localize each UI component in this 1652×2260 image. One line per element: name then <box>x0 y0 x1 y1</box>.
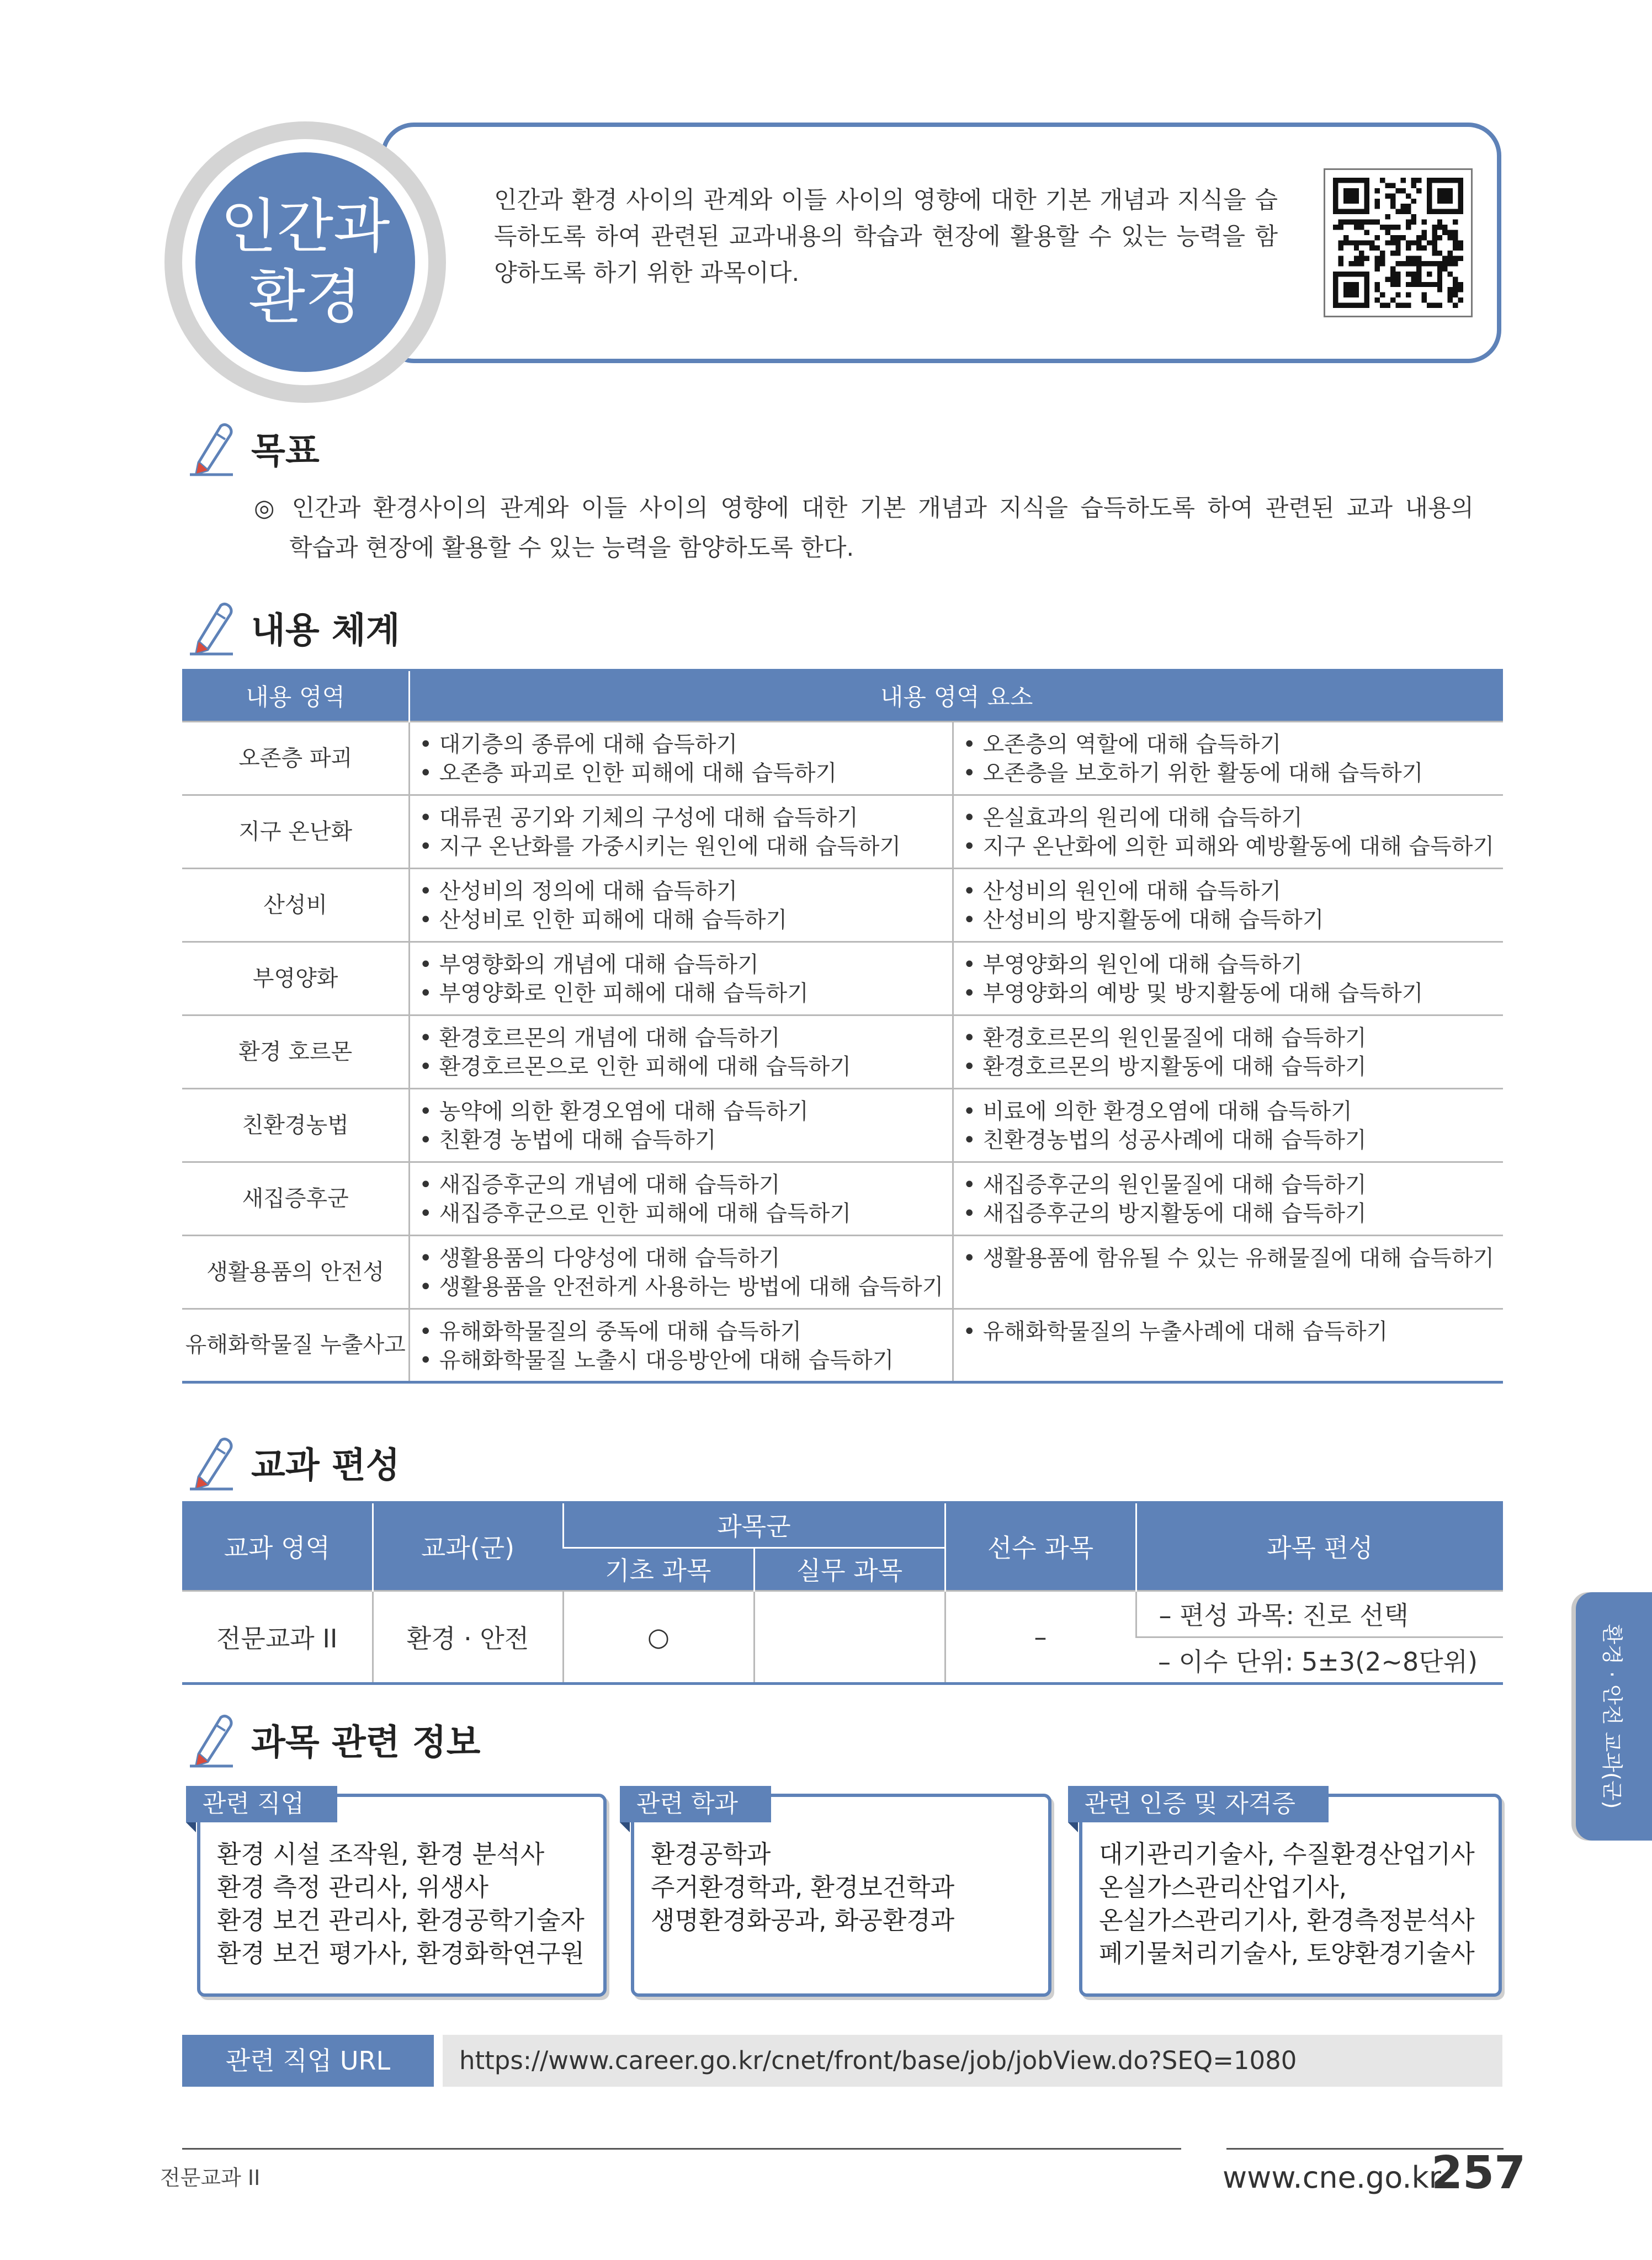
info-line: 온실가스관리산업기사, <box>1099 1873 1347 1902</box>
info-box-certifications-body <box>1099 1838 1488 1970</box>
related-job-url-label: 관련 직업 URL <box>182 2035 434 2087</box>
content-row <box>182 721 1503 795</box>
content-element-item: • 산성비의 정의에 대해 습득하기 <box>419 878 738 904</box>
curriculum-cell-area: 전문교과 II <box>182 1591 373 1683</box>
curriculum-header-subject-group: 과목군 <box>563 1502 945 1548</box>
content-header-area: 내용 영역 <box>182 670 410 721</box>
content-row <box>182 1088 1503 1162</box>
curriculum-cell-composition-2: – 이수 단위: 5±3(2~8단위) <box>1136 1637 1503 1683</box>
footer-divider-left <box>182 2148 1181 2150</box>
curriculum-table <box>182 1501 1503 1685</box>
side-category-label: 환경 · 안전 교과(군) <box>1600 1624 1624 1809</box>
content-area-cell: 부영양화 <box>182 942 410 1015</box>
content-element-cell <box>953 1235 1503 1309</box>
goal-text <box>254 488 1474 568</box>
curriculum-header-basic: 기초 과목 <box>563 1548 754 1591</box>
section-info-title: 과목 관련 정보 <box>251 1722 481 1763</box>
content-area-cell: 지구 온난화 <box>182 795 410 868</box>
curriculum-header-prerequisite: 선수 과목 <box>945 1502 1136 1591</box>
page-number: 257 <box>1431 2147 1526 2199</box>
content-element-item: • 부영양화의 원인에 대해 습득하기 <box>963 951 1303 977</box>
content-row <box>182 1309 1503 1382</box>
content-element-item: • 산성비의 원인에 대해 습득하기 <box>963 878 1282 904</box>
info-line: 생명환경화공과, 화공환경과 <box>651 1906 955 1935</box>
content-element-item: • 비료에 의한 환경오염에 대해 습득하기 <box>963 1098 1352 1124</box>
footer-book-title: 전문교과 II <box>160 2166 261 2190</box>
content-area-cell: 오존층 파괴 <box>182 721 410 795</box>
content-row <box>182 868 1503 942</box>
content-element-item: • 오존층 파괴로 인한 피해에 대해 습득하기 <box>419 760 837 786</box>
side-category-tab[interactable] <box>1576 1592 1652 1841</box>
curriculum-cell-basic: ○ <box>563 1591 754 1683</box>
content-element-item: • 환경호르몬의 개념에 대해 습득하기 <box>419 1025 780 1051</box>
info-line: 환경 시설 조작원, 환경 분석사 <box>217 1839 545 1869</box>
curriculum-cell-practical <box>754 1591 945 1683</box>
content-element-item: • 부영양화의 예방 및 방지활동에 대해 습득하기 <box>963 980 1423 1006</box>
pencil-icon <box>182 1711 237 1772</box>
content-element-item: • 산성비로 인한 피해에 대해 습득하기 <box>419 907 788 933</box>
subject-title-line2: 환경 <box>248 263 362 331</box>
curriculum-cell-group: 환경 · 안전 <box>373 1591 563 1683</box>
content-area-cell: 환경 호르몬 <box>182 1015 410 1088</box>
content-element-item: • 부영향화의 개념에 대해 습득하기 <box>419 951 759 977</box>
curriculum-header-area: 교과 영역 <box>182 1502 373 1591</box>
content-element-cell <box>953 1015 1503 1088</box>
content-element-cell <box>410 1309 953 1382</box>
info-line: 환경공학과 <box>651 1839 771 1869</box>
content-row <box>182 1162 1503 1235</box>
content-element-item: • 대기층의 종류에 대해 습득하기 <box>419 731 738 757</box>
content-element-cell <box>953 1088 1503 1162</box>
content-element-item: • 지구 온난화에 의한 피해와 예방활동에 대해 습득하기 <box>963 833 1494 859</box>
content-element-item: • 환경호르몬으로 인한 피해에 대해 습득하기 <box>419 1054 852 1080</box>
content-area-cell: 유해화학물질 누출사고 <box>182 1309 410 1382</box>
content-element-item: • 친환경농법의 성공사례에 대해 습득하기 <box>963 1127 1367 1153</box>
curriculum-header-composition: 과목 편성 <box>1136 1502 1503 1591</box>
info-box-jobs-tab: 관련 직업 <box>186 1786 337 1822</box>
related-job-url-link[interactable]: https://www.career.go.kr/cnet/front/base/job/jobView.do?SEQ=1080 <box>443 2035 1502 2087</box>
goal-line-1: ◎ 인간과 환경사이의 관계와 이들 사이의 영향에 대한 기본 개념과 지식을 습득하도록 하여 관련된 교과 내용의 <box>254 494 1474 522</box>
section-curriculum-title: 교과 편성 <box>251 1445 400 1486</box>
content-row <box>182 942 1503 1015</box>
content-element-cell <box>410 1088 953 1162</box>
content-element-item: • 새집증후군의 개념에 대해 습득하기 <box>419 1172 780 1198</box>
pencil-icon <box>182 599 237 660</box>
info-line: 주거환경학과, 환경보건학과 <box>651 1873 955 1902</box>
content-element-item: • 새집증후군으로 인한 피해에 대해 습득하기 <box>419 1200 852 1226</box>
content-element-item: • 오존층의 역할에 대해 습득하기 <box>963 731 1282 757</box>
footer-site-link[interactable]: www.cne.go.kr <box>1223 2160 1442 2195</box>
content-element-cell <box>953 942 1503 1015</box>
info-line: 환경 보건 평가사, 환경화학연구원 <box>217 1939 585 1968</box>
content-element-cell <box>953 868 1503 942</box>
content-area-cell: 친환경농법 <box>182 1088 410 1162</box>
content-element-item: • 부영양화로 인한 피해에 대해 습득하기 <box>419 980 809 1006</box>
content-element-item: • 생활용품을 안전하게 사용하는 방법에 대해 습득하기 <box>419 1274 944 1300</box>
curriculum-header-practical: 실무 과목 <box>754 1548 945 1591</box>
info-box-departments-tab: 관련 학과 <box>620 1786 771 1822</box>
info-line: 온실가스관리기사, 환경측정분석사 <box>1099 1906 1475 1935</box>
content-element-cell <box>953 721 1503 795</box>
content-element-item: • 새집증후군의 원인물질에 대해 습득하기 <box>963 1172 1367 1198</box>
content-element-cell <box>410 1015 953 1088</box>
content-element-item: • 유해화학물질의 누출사례에 대해 습득하기 <box>963 1318 1388 1344</box>
content-element-cell <box>410 1235 953 1309</box>
info-line: 대기관리기술사, 수질환경산업기사 <box>1099 1839 1475 1869</box>
content-element-cell <box>410 1162 953 1235</box>
content-element-item: • 생활용품에 함유될 수 있는 유해물질에 대해 습득하기 <box>963 1245 1494 1271</box>
content-element-cell <box>953 795 1503 868</box>
info-line: 환경 보건 관리사, 환경공학기술자 <box>217 1906 585 1935</box>
content-row <box>182 1235 1503 1309</box>
info-box-jobs-body <box>217 1838 592 1970</box>
subject-title-line1: 인간과 <box>220 193 390 260</box>
curriculum-cell-composition-1: – 편성 과목: 진로 선택 <box>1136 1591 1503 1637</box>
section-goal-title: 목표 <box>251 431 320 472</box>
subject-description: 인간과 환경 사이의 관계와 이들 사이의 영향에 대한 기본 개념과 지식을 습득하도록 하여 관련된 교과내용의 학습과 현장에 활용할 수 있는 능력을 함양하도록 하기 위한 과목이다. <box>494 187 1278 287</box>
content-element-cell <box>953 1162 1503 1235</box>
info-box-certifications <box>1079 1790 1502 1997</box>
curriculum-header-group: 교과(군) <box>373 1502 563 1591</box>
content-element-item: • 지구 온난화를 가중시키는 원인에 대해 습득하기 <box>419 833 901 859</box>
content-system-table <box>182 669 1503 1384</box>
content-element-cell <box>953 1309 1503 1382</box>
pencil-icon <box>182 419 237 480</box>
content-header-elements: 내용 영역 요소 <box>410 670 1503 721</box>
goal-line-2: 학습과 현장에 활용할 수 있는 능력을 함양하도록 한다. <box>289 534 854 562</box>
info-box-departments-body <box>651 1838 1037 1937</box>
content-element-cell <box>410 795 953 868</box>
info-line: 환경 측정 관리사, 위생사 <box>217 1873 488 1902</box>
content-element-cell <box>410 942 953 1015</box>
content-element-item: • 유해화학물질의 중독에 대해 습득하기 <box>419 1318 802 1344</box>
curriculum-cell-prerequisite: – <box>945 1591 1136 1683</box>
content-area-cell: 산성비 <box>182 868 410 942</box>
content-element-item: • 환경호르몬의 원인물질에 대해 습득하기 <box>963 1025 1367 1051</box>
content-element-item: • 대류권 공기와 기체의 구성에 대해 습득하기 <box>419 805 858 831</box>
section-content-title: 내용 체계 <box>251 610 400 651</box>
qr-code-icon[interactable] <box>1324 168 1473 317</box>
content-element-item: • 산성비의 방지활동에 대해 습득하기 <box>963 907 1324 933</box>
content-element-item: • 새집증후군의 방지활동에 대해 습득하기 <box>963 1200 1367 1226</box>
content-element-item: • 친환경 농법에 대해 습득하기 <box>419 1127 716 1153</box>
info-box-certifications-tab: 관련 인증 및 자격증 <box>1068 1786 1329 1822</box>
content-element-item: • 유해화학물질 노출시 대응방안에 대해 습득하기 <box>419 1347 894 1373</box>
content-element-item: • 온실효과의 원리에 대해 습득하기 <box>963 805 1303 831</box>
info-box-jobs <box>197 1790 607 1997</box>
content-area-cell: 생활용품의 안전성 <box>182 1235 410 1309</box>
content-element-cell <box>410 868 953 942</box>
subject-title-badge <box>195 152 415 372</box>
content-element-cell <box>410 721 953 795</box>
content-row <box>182 795 1503 868</box>
content-element-item: • 오존층을 보호하기 위한 활동에 대해 습득하기 <box>963 760 1423 786</box>
content-area-cell: 새집증후군 <box>182 1162 410 1235</box>
content-row <box>182 1015 1503 1088</box>
content-element-item: • 환경호르몬의 방지활동에 대해 습득하기 <box>963 1054 1367 1080</box>
info-line: 폐기물처리기술사, 토양환경기술사 <box>1099 1939 1475 1968</box>
info-box-departments <box>631 1790 1051 1997</box>
content-element-item: • 생활용품의 다양성에 대해 습득하기 <box>419 1245 780 1271</box>
pencil-icon <box>182 1434 237 1495</box>
content-element-item: • 농약에 의한 환경오염에 대해 습득하기 <box>419 1098 809 1124</box>
